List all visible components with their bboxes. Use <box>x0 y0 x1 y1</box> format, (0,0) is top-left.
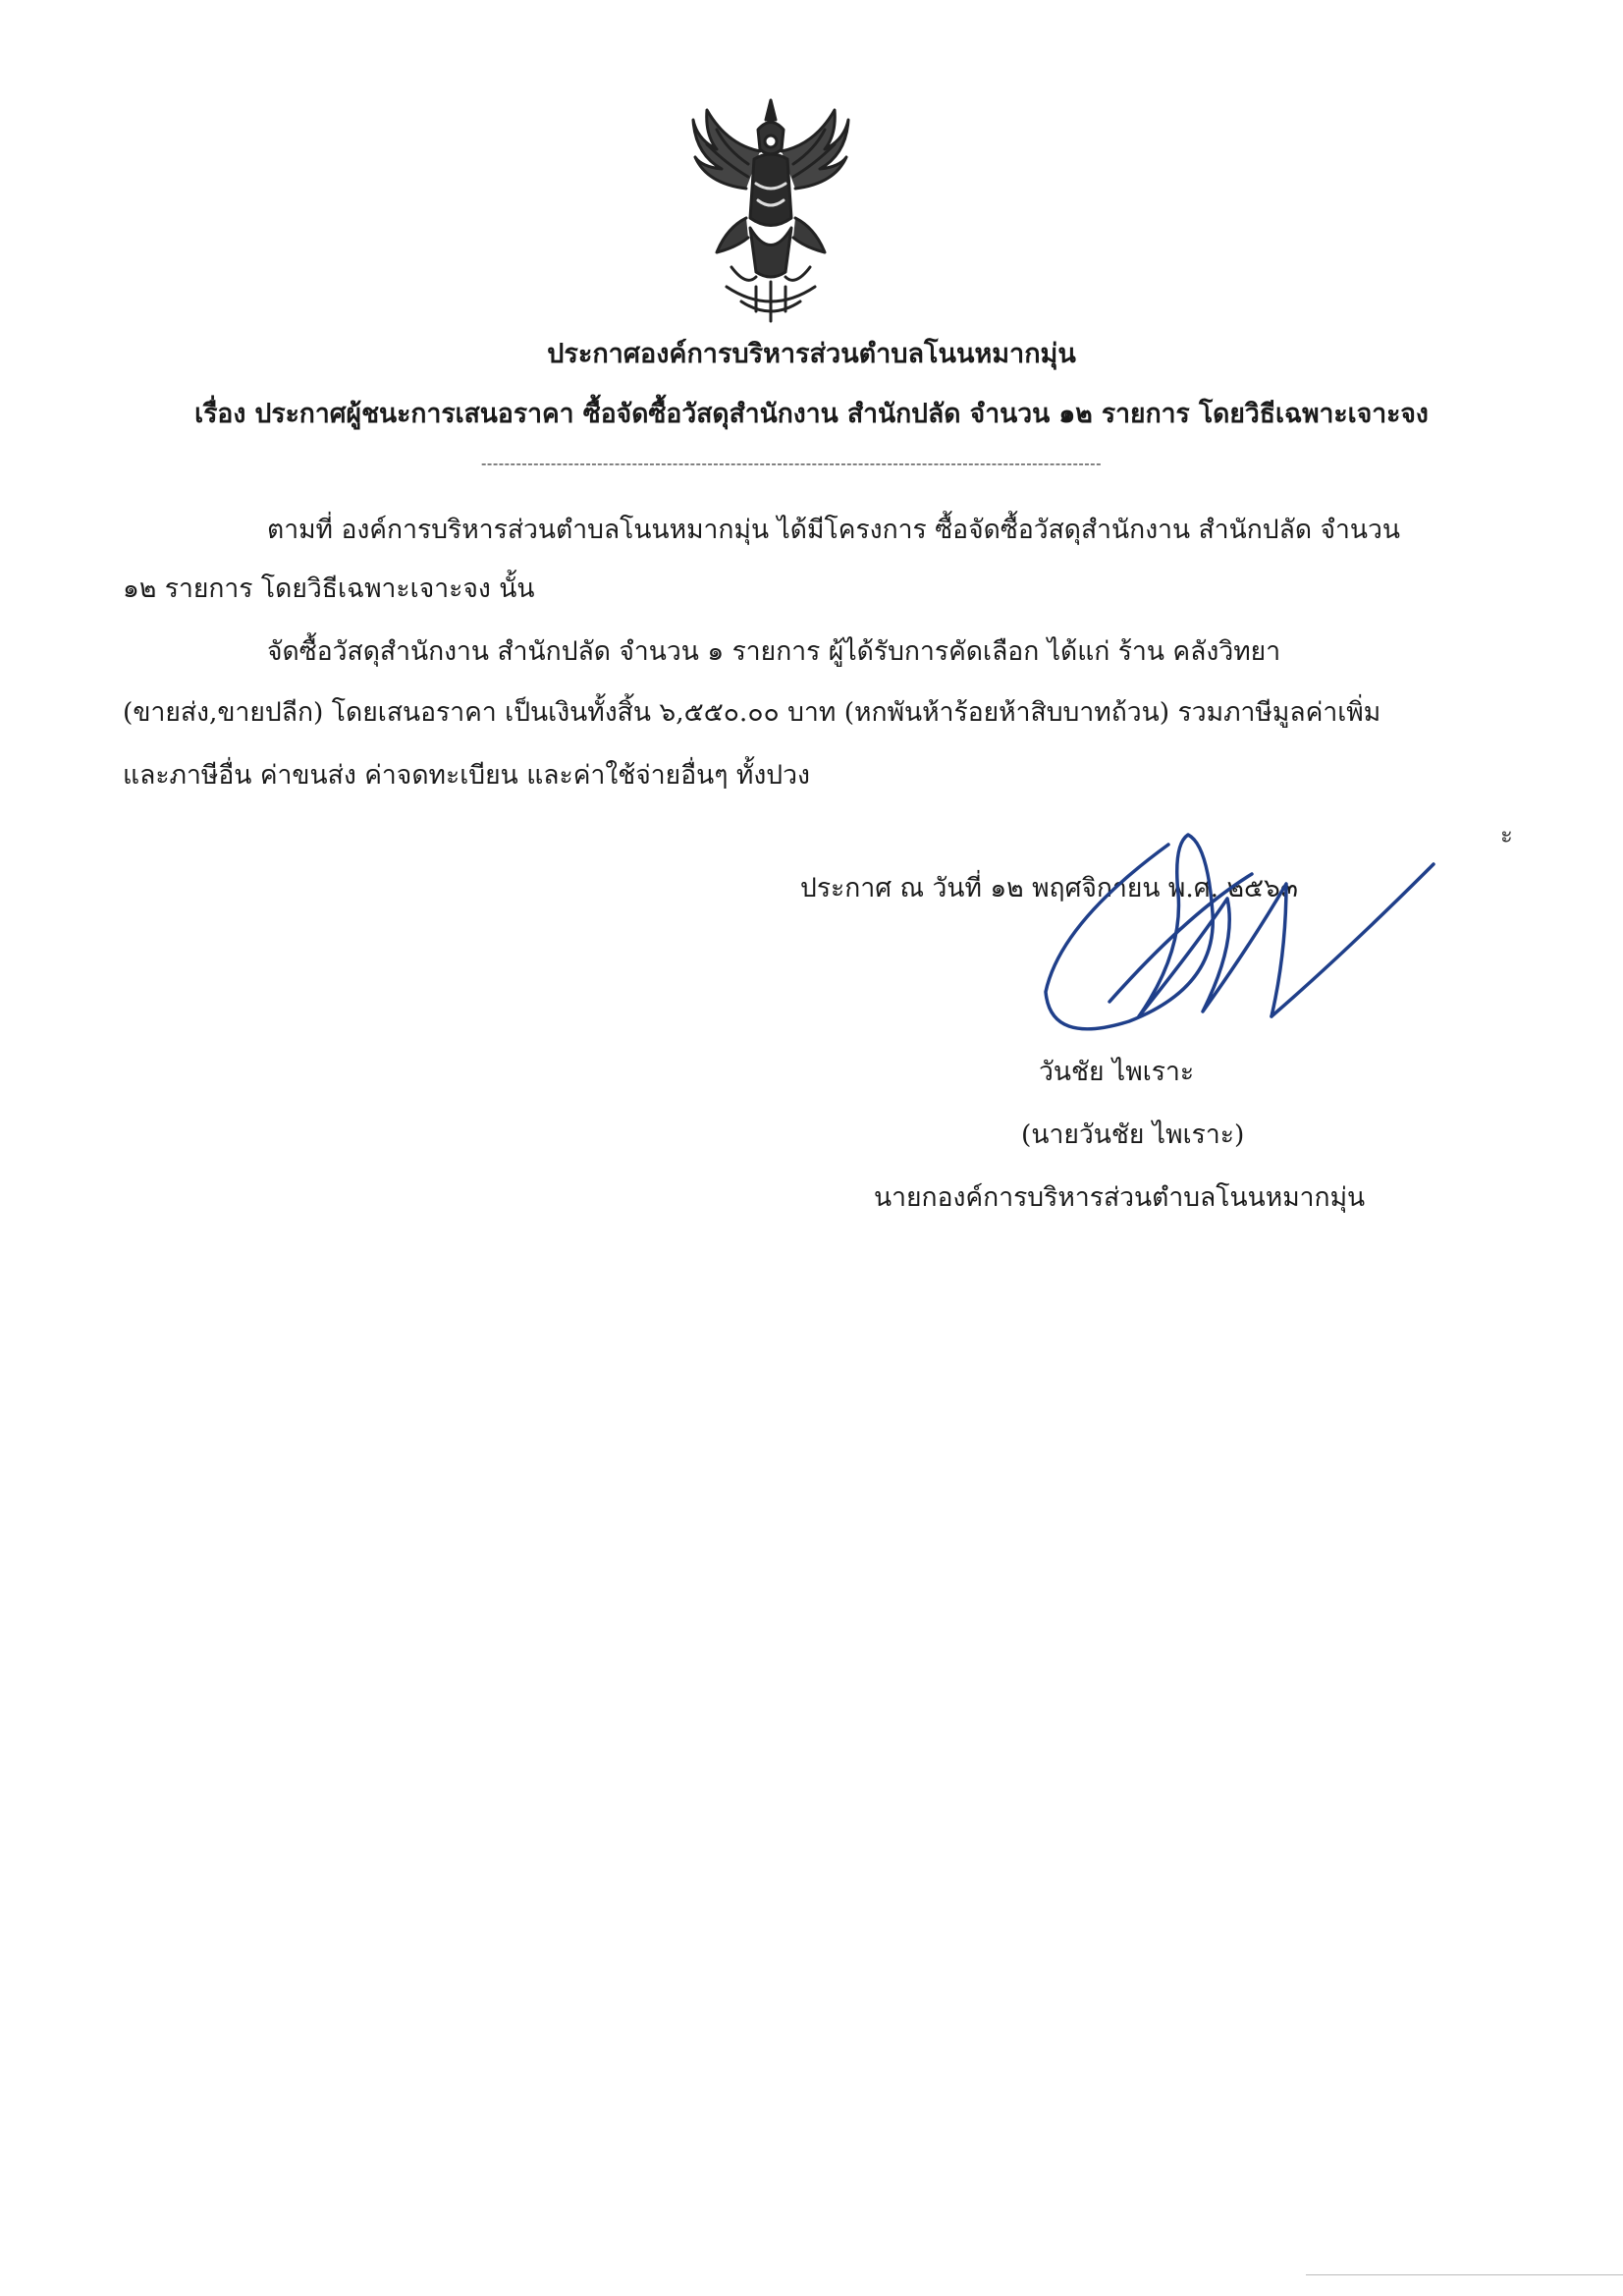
garuda-emblem-icon <box>687 90 854 326</box>
separator-line: ----------------------------------------------------------------------------------------------------------- <box>481 454 1102 472</box>
announcement-date: ประกาศ ณ วันที่ ๑๒ พฤศจิกายน พ.ศ. ๒๕๖๓ <box>800 873 1298 903</box>
paragraph-1-line-2: ๑๒ รายการ โดยวิธีเฉพาะเจาะจง นั้น <box>123 574 535 604</box>
announcement-title: ประกาศองค์การบริหารส่วนตำบลโนนหมากมุ่น <box>547 339 1076 369</box>
paragraph-2-line-2: (ขายส่ง,ขายปลีก) โดยเสนอราคา เป็นเงินทั้งสิ้น ๖,๕๕๐.๐๐ บาท (หกพันห้าร้อยห้าสิบบาทถ้วน) รวมภาษีมูลค่าเพิ่ม <box>123 697 1381 728</box>
margin-mark: ะ <box>1500 821 1513 848</box>
signer-position: นายกองค์การบริหารส่วนตำบลโนนหมากมุ่น <box>874 1182 1366 1213</box>
handwritten-signature <box>992 805 1443 1051</box>
paragraph-2-line-1: จัดซื้อวัสดุสำนักงาน สำนักปลัด จำนวน ๑ รายการ ผู้ได้รับการคัดเลือก ได้แก่ ร้าน คลังวิทยา <box>267 636 1281 667</box>
signer-name: วันชัย ไพเราะ <box>1039 1057 1195 1087</box>
paragraph-2-line-3: และภาษีอื่น ค่าขนส่ง ค่าจดทะเบียน และค่าใช้จ่ายอื่นๆ ทั้งปวง <box>123 760 810 791</box>
paragraph-1-line-1: ตามที่ องค์การบริหารส่วนตำบลโนนหมากมุ่น ได้มีโครงการ ซื้อจัดซื้อวัสดุสำนักงาน สำนักปลัด จำนวน <box>267 515 1401 545</box>
bottom-rule <box>1306 2274 1623 2275</box>
announcement-subject: เรื่อง ประกาศผู้ชนะการเสนอราคา ซื้อจัดซื้อวัสดุสำนักงาน สำนักปลัด จำนวน ๑๒ รายการ โดยวิธีเฉพาะเจาะจง <box>194 399 1429 429</box>
signer-full-name: (นายวันชัย ไพเราะ) <box>1021 1120 1245 1150</box>
